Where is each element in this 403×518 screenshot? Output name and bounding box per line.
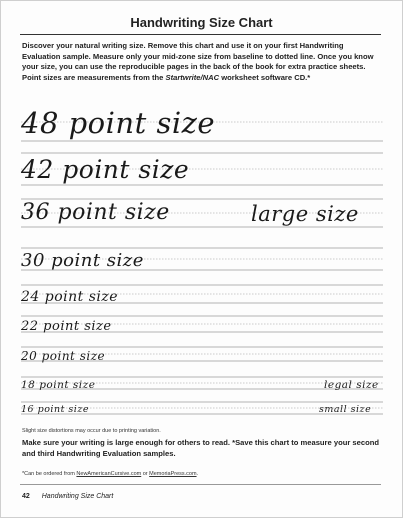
sample-24-point: 24 point size bbox=[21, 289, 119, 305]
bottom-paragraph: Make sure your writing is large enough for others to read. *Save this chart to measure your second and third Handwriting Evaluation samples. bbox=[22, 438, 379, 458]
sample-large-size: large size bbox=[251, 202, 359, 226]
sample-22-point: 22 point size bbox=[21, 319, 112, 334]
sample-small-size: small size bbox=[319, 404, 372, 415]
title-divider bbox=[20, 34, 381, 35]
intro-text-end: worksheet software CD.* bbox=[219, 72, 311, 82]
intro-software-name: Startwrite/NAC bbox=[165, 72, 220, 82]
sample-legal-size: legal size bbox=[324, 379, 379, 391]
footnote-suffix: . bbox=[196, 471, 199, 477]
footer-label: Handwriting Size Chart bbox=[41, 493, 114, 500]
intro-text: Discover your natural writing size. Remove this chart and use it on your first Handwriting Evaluation sample. Measure only your mid-zone size from baseline to dotted line. Once you know your size, you can use the reproducible pages in the back of the book for extra practice sheets. Point sizes are measurements from the bbox=[22, 41, 374, 82]
memoria-press-link[interactable]: MemoriaPress.com bbox=[149, 471, 197, 477]
footer-divider bbox=[20, 484, 381, 485]
page-title: Handwriting Size Chart bbox=[130, 15, 273, 30]
sample-36-point: 36 point size bbox=[21, 200, 170, 225]
sample-20-point: 20 point size bbox=[21, 349, 106, 363]
footnote-middle: or bbox=[141, 471, 150, 477]
sample-48-point: 48 point size bbox=[21, 106, 216, 140]
footnote bbox=[22, 471, 198, 477]
page-footer bbox=[22, 493, 113, 500]
footnote-prefix: *Can be ordered from bbox=[22, 471, 77, 477]
sample-16-point: 16 point size bbox=[21, 404, 89, 415]
intro-paragraph bbox=[22, 41, 384, 83]
page-number: 42 bbox=[22, 493, 30, 500]
sample-42-point: 42 point size bbox=[21, 155, 190, 184]
handwriting-practice-area bbox=[21, 105, 383, 425]
printing-note: Slight size distortions may occur due to printing variation. bbox=[22, 428, 161, 434]
new-american-cursive-link[interactable]: NewAmericanCursive.com bbox=[76, 471, 142, 477]
sample-18-point: 18 point size bbox=[21, 379, 96, 391]
sample-30-point: 30 point size bbox=[21, 250, 144, 271]
